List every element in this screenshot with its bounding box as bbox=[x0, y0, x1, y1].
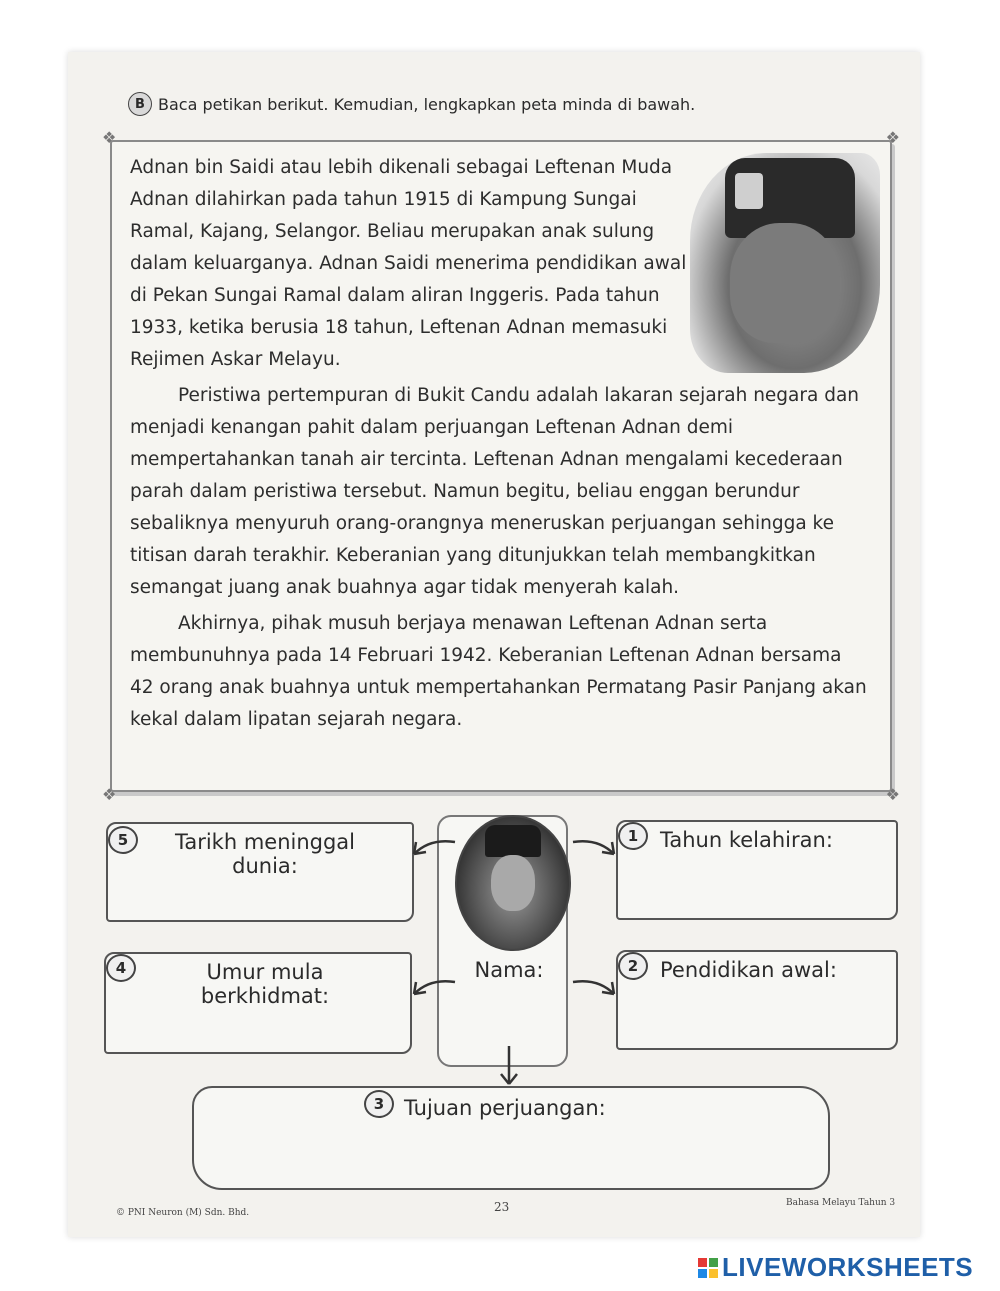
box-label-1: Tahun kelahiran: bbox=[660, 828, 833, 852]
copyright-text: © PNI Neuron (M) Sdn. Bhd. bbox=[116, 1208, 250, 1218]
section-badge: B bbox=[128, 92, 152, 116]
book-title: Bahasa Melayu Tahun 3 bbox=[786, 1198, 896, 1208]
instruction bbox=[128, 92, 695, 116]
brand-name: LIVEWORKSHEETS bbox=[722, 1252, 974, 1282]
box-label-3: Tujuan perjuangan: bbox=[404, 1096, 606, 1120]
corner-ornament-icon: ❖ bbox=[885, 785, 900, 804]
passage-paragraph-3: Akhirnya, pihak musuh berjaya menawan Leftenan Adnan serta membunuhnya pada 14 Februari 1942. Keberanian Leftenan Adnan bersama 42 orang anak buahnya untuk mempertahankan Permatang Pasir Panjang akan kekal dalam lipatan sejarah negara. bbox=[130, 613, 867, 730]
liveworksheets-logo-icon bbox=[698, 1258, 718, 1278]
box-number-3: 3 bbox=[364, 1090, 394, 1118]
box-label-2: Pendidikan awal: bbox=[660, 958, 837, 982]
arrow-left-bottom-icon bbox=[400, 970, 460, 1010]
center-name-label: Nama: bbox=[474, 958, 544, 982]
reading-passage bbox=[130, 152, 870, 740]
box-number-1: 1 bbox=[618, 822, 648, 850]
instruction-text: Baca petikan berikut. Kemudian, lengkapkan peta minda di bawah. bbox=[158, 94, 696, 114]
passage-paragraph-2: Peristiwa pertempuran di Bukit Candu adalah lakaran sejarah negara dan menjadi kenangan pahit dalam perjuangan Leftenan Adnan demi mempertahankan tanah air tercinta. Leftenan Adnan mengalami kecederaan parah dalam peristiwa tersebut. Namun begitu, beliau enggan berundur sebaliknya menyuruh orang-orangnya meneruskan perjuangan sehingga ke titisan darah terakhir. Keberanian yang ditunjukkan telah membangkitkan semangat juang anak buahnya agar tidak menyerah kalah. bbox=[130, 385, 860, 598]
page-number: 23 bbox=[494, 1200, 510, 1214]
arrow-left-top-icon bbox=[400, 830, 460, 870]
box-number-5: 5 bbox=[108, 826, 138, 854]
corner-ornament-icon: ❖ bbox=[102, 128, 117, 147]
box-number-2: 2 bbox=[618, 952, 648, 980]
corner-ornament-icon: ❖ bbox=[102, 785, 117, 804]
liveworksheets-brand[interactable] bbox=[698, 1252, 973, 1283]
arrow-right-top-icon bbox=[568, 830, 628, 870]
passage-paragraph-1: Adnan bin Saidi atau lebih dikenali sebagai Leftenan Muda Adnan dilahirkan pada tahun 1915 di Kampung Sungai Ramal, Kajang, Selangor. Beliau merupakan anak sulung dalam keluarganya. Adnan Saidi menerima pendidikan awal di Pekan Sungai Ramal dalam aliran Inggeris. Pada tahun 1933, ketika berusia 18 tahun, Leftenan Adnan memasuki Rejimen Askar Melayu. bbox=[130, 157, 687, 370]
box-label-4: Umur mula berkhidmat: bbox=[200, 960, 330, 1008]
box-number-4: 4 bbox=[106, 954, 136, 982]
box-label-5: Tarikh meninggal dunia: bbox=[174, 830, 356, 878]
arrow-right-bottom-icon bbox=[568, 970, 628, 1010]
corner-ornament-icon: ❖ bbox=[885, 128, 900, 147]
arrow-down-icon bbox=[494, 1044, 524, 1090]
adnan-portrait bbox=[455, 815, 571, 951]
